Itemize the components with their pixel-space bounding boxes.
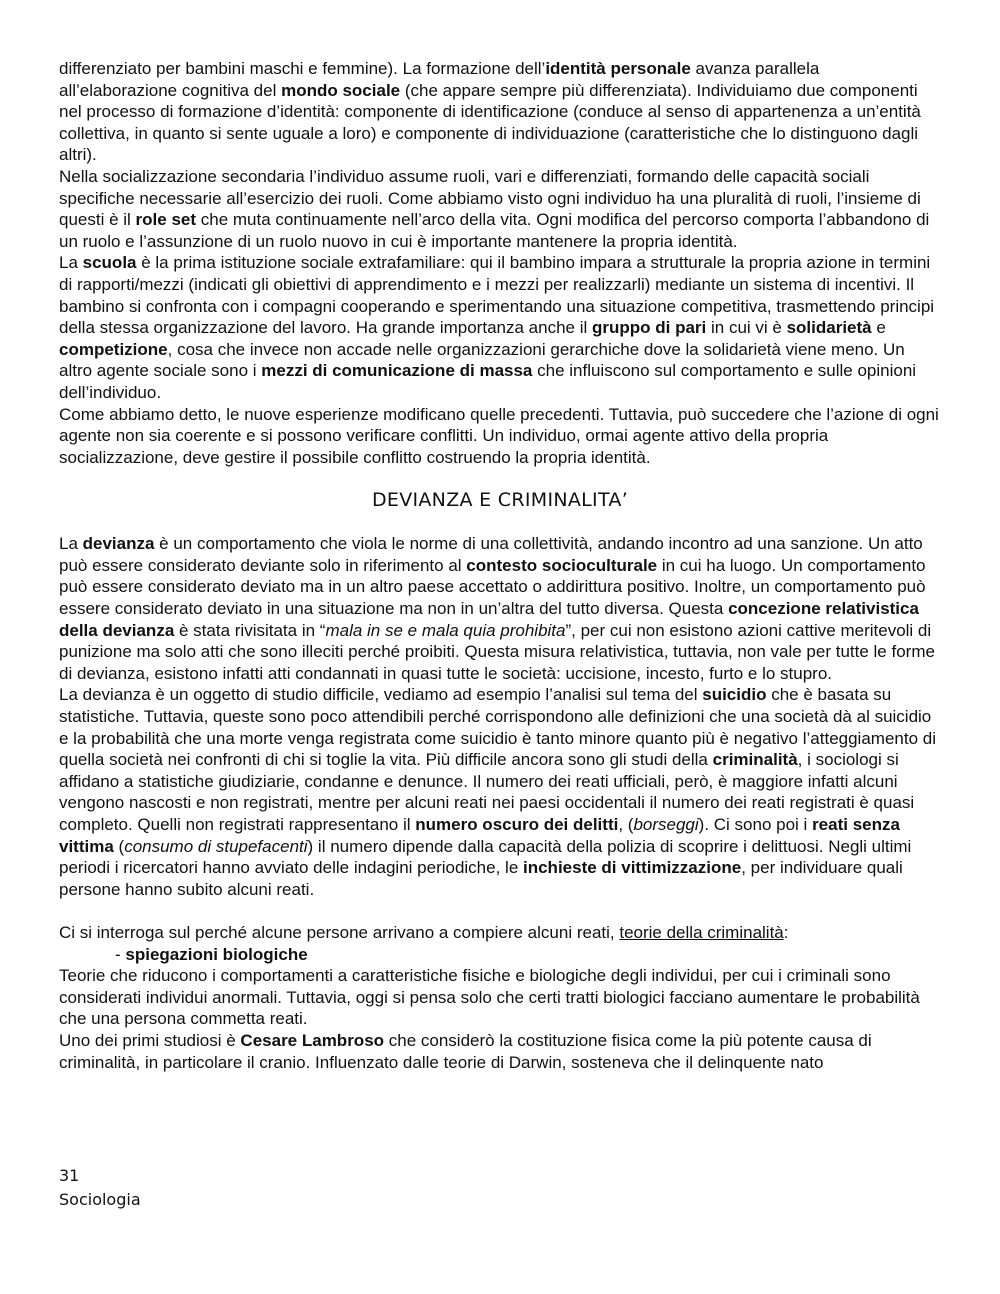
list-bullet: -: [115, 944, 126, 964]
paragraph-identity: differenziato per bambini maschi e femmine). La formazione dell’identità personale avanza parallela all’elaborazione cognitiva del mondo sociale (che appare sempre più differenziata). Individuiamo due componenti nel processo di formazione d’identità: componente di identificazione (conduce al senso di appartenenza a un’entità collettiva, in quanto si sente uguale a loro) e componente di individuazione (caratteristiche che lo distinguono dagli altri).: [59, 59, 921, 165]
page-number: 31: [59, 1166, 80, 1185]
term-mezzi-comunicazione: mezzi di comunicazione di massa: [261, 361, 533, 381]
list-item-spiegazioni-biologiche: [59, 944, 941, 966]
paragraph-suicidio-criminalita: La devianza è un oggetto di studio difficile, vediamo ad esempio l’analisi sul tema del suicidio che è basata su statistiche. Tuttavia, queste sono poco attendibili perché corrispondono alle definizioni che una società dà al suicidio e la probabilità che una morte venga registrata come suicidio è tanto minore quanto più è negativo l’atteggiamento di quella società nei confronti di chi si toglie la vita. Più difficile ancora sono gli studi della criminalità, i sociologi si affidano a statistiche giudiziarie, condanne e denunce. Il numero dei reati ufficiali, però, è maggiore infatti alcuni vengono nascosti e non registrati, mentre per alcuni reati nei paesi occidentali il numero dei reati registrati è quasi completo. Quelli non registrati rappresentano il numero oscuro dei delitti, (borseggi). Ci sono poi i reati senza vittima (consumo di stupefacenti) il numero dipende dalla capacità della polizia di scoprire i delittuosi. Negli ultimi periodi i ricercatori hanno avviato delle indagini periodiche, le inchieste di vittimizzazione, per individuare quali persone hanno subito alcuni reati.: [59, 685, 936, 899]
term-reati-senza-vittima: reati senza vittima: [59, 815, 900, 856]
term-borseggi: borseggi: [633, 815, 699, 834]
term-scuola: scuola: [82, 253, 137, 273]
paragraph-teorie: Ci si interroga sul perché alcune persone arrivano a compiere alcuni reati, teorie della criminalità:: [59, 922, 789, 942]
term-contesto-socioculturale: contesto socioculturale: [466, 555, 658, 575]
page-footer: [59, 1164, 141, 1212]
paragraph-conflict: Come abbiamo detto, le nuove esperienze modificano quelle precedenti. Tuttavia, può succedere che l’azione di ogni agente non sia coerente e si possono verificare conflitti. Un individuo, ormai agente attivo della propria socializzazione, deve gestire il possibile conflitto costruendo la propria identità.: [59, 404, 939, 467]
term-teorie-criminalita: teorie della criminalità: [619, 922, 784, 942]
paragraph-biological: Teorie che riducono i comportamenti a caratteristiche fisiche e biologiche degli individui, per cui i criminali sono considerati individui anormali. Tuttavia, oggi si pensa solo che certi tratti biologici facciano aumentare le probabilità che una persona commetta reati.: [59, 966, 920, 1029]
term-identita-personale: identità personale: [545, 59, 691, 78]
footer-subject: Sociologia: [59, 1190, 141, 1209]
paragraph-devianza: La devianza è un comportamento che viola le norme di una collettività, andando incontro ad una sanzione. Un atto può essere considerato deviante solo in riferimento al contesto socioculturale in cui ha luogo. Un comportamento può essere considerato deviato ma in un altro paese accettato o addirittura positivo. Inoltre, un comportamento può essere considerato deviato in una situazione ma non in un’altra del tutto diversa. Questa concezione relativistica della devianza è stata rivisitata in “mala in se e mala quia prohibita”, per cui non esistono azioni cattive meritevoli di punizione ma solo atti che sono illeciti perché proibiti. Questa misura relativistica, tuttavia, non vale per tutte le forme di devianza, esistono infatti atti condannati in quasi tutte le società: uccisione, incesto, furto e lo stupro.: [59, 534, 935, 683]
term-inchieste-vittimizzazione: inchieste di vittimizzazione: [523, 858, 742, 878]
term-consumo-stupefacenti: consumo di stupefacenti: [124, 836, 308, 856]
list-item-label: spiegazioni biologiche: [125, 944, 308, 964]
term-concezione-relativistica: concezione relativistica della devianza: [59, 599, 919, 640]
paragraph-lambroso: Uno dei primi studiosi è Cesare Lambroso che considerò la costituzione fisica come la più potente causa di criminalità, in particolare il cranio. Influenzato dalle teorie di Darwin, sosteneva che il delinquente nato: [59, 1030, 872, 1072]
term-mondo-sociale: mondo sociale: [281, 80, 401, 100]
term-criminalita: criminalità: [712, 750, 798, 770]
term-cesare-lambroso: Cesare Lambroso: [240, 1030, 385, 1050]
term-suicidio: suicidio: [702, 685, 767, 705]
paragraph-school: La scuola è la prima istituzione sociale extrafamiliare: qui il bambino impara a strutturale la propria azione in termini di rapporti/mezzi (indicati gli obiettivi di apprendimento e i mezzi per realizzarli) mediante un sistema di incentivi. Il bambino si confronta con i compagni cooperando e sperimentando una situazione competitiva, trasmettendo principi della stessa organizzazione del lavoro. Ha grande importanza anche il gruppo di pari in cui vi è solidarietà e competizione, cosa che invece non accade nelle organizzazioni gerarchiche dove la solidarietà viene meno. Un altro agente sociale sono i mezzi di comunicazione di massa che influiscono sul comportamento e sulle opinioni dell’individuo.: [59, 253, 935, 402]
section-heading: DEVIANZA E CRIMINALITA’: [371, 489, 629, 512]
term-solidarieta: solidarietà: [786, 318, 872, 338]
term-devianza: devianza: [82, 534, 155, 554]
term-competizione: competizione: [59, 339, 168, 359]
term-numero-oscuro: numero oscuro dei delitti: [415, 815, 619, 834]
term-gruppo-di-pari: gruppo di pari: [591, 318, 707, 338]
blank-line: [59, 900, 941, 922]
term-role-set: role set: [135, 210, 197, 230]
document-body: [59, 58, 941, 1073]
term-mala-in-se: mala in se e mala quia prohibita: [325, 620, 566, 640]
paragraph-secondary-socialization: Nella socializzazione secondaria l’individuo assume ruoli, vari e differenziati, formando delle capacità sociali specifiche necessarie all’esercizio dei ruoli. Come abbiamo visto ogni individuo ha una pluralità di ruoli, l’insieme di questi è il role set che muta continuamente nell’arco della vita. Ogni modifica del percorso comporta l’abbandono di un ruolo e l’assunzione di un ruolo nuovo in cui è importante mantenere la propria identità.: [59, 166, 930, 251]
